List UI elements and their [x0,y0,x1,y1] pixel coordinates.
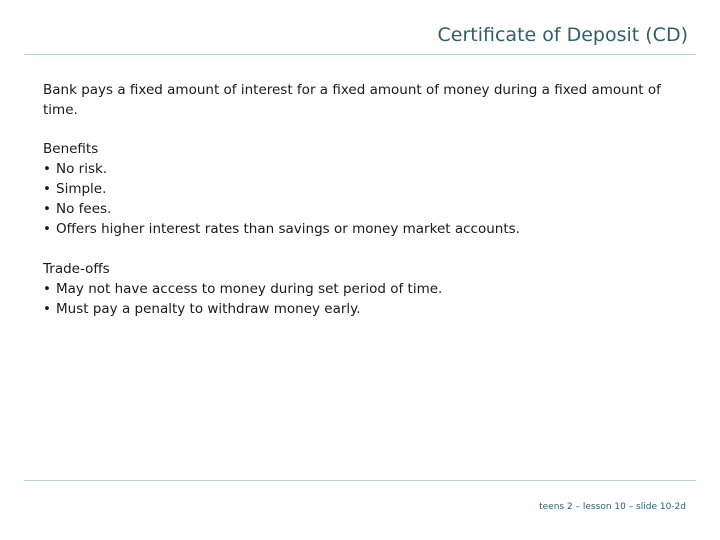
benefits-list [43,159,683,239]
slide-title: Certificate of Deposit (CD) [437,24,688,46]
benefit-item: • No risk. [43,159,683,179]
benefit-item: • Offers higher interest rates than savings or money market accounts. [43,219,683,239]
slide-content [43,80,683,339]
benefits-section [43,139,683,239]
title-divider [24,54,696,55]
tradeoff-item: • Must pay a penalty to withdraw money early. [43,299,683,319]
tradeoffs-heading: Trade-offs [43,261,110,277]
tradeoffs-section [43,259,683,319]
footer-divider [24,480,696,481]
benefit-item: • Simple. [43,179,683,199]
benefits-heading: Benefits [43,141,99,157]
tradeoff-item: • May not have access to money during set period of time. [43,279,683,299]
intro-text: Bank pays a fixed amount of interest for a fixed amount of money during a fixed amount of time. [43,82,661,118]
benefit-item: • No fees. [43,199,683,219]
tradeoffs-list [43,279,683,319]
slide-footer: teens 2 – lesson 10 – slide 10-2d [539,502,686,512]
